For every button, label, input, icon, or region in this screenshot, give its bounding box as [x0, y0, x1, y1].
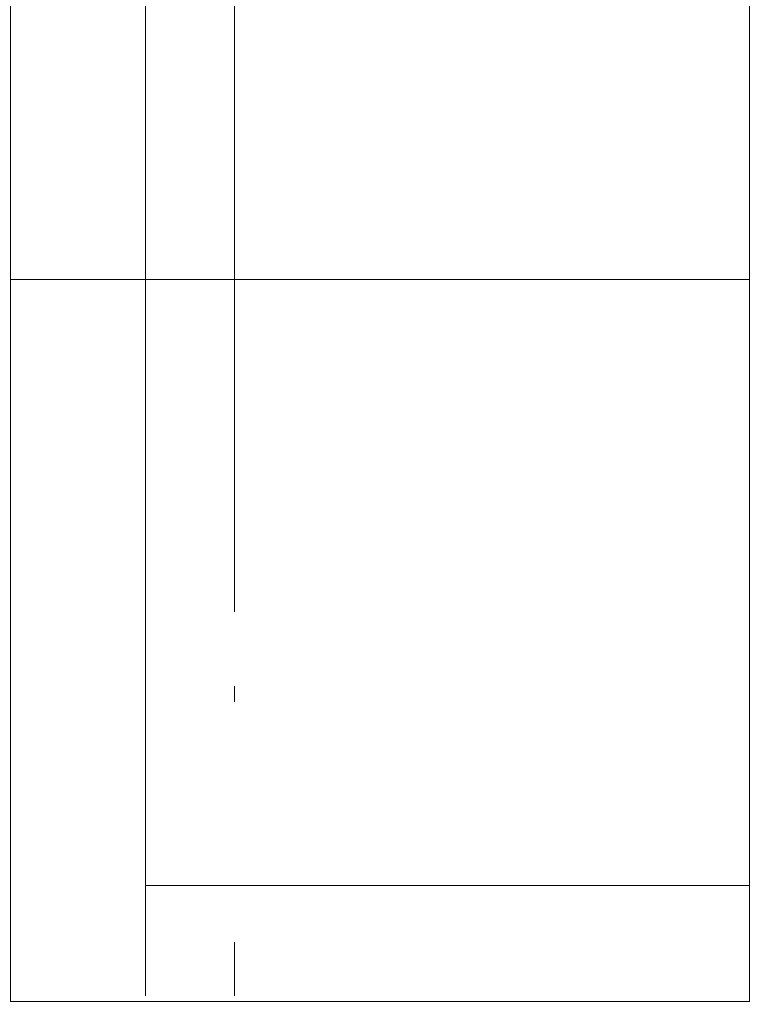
row-divider	[145, 885, 749, 886]
row-divider	[11, 279, 749, 280]
column-divider	[145, 6, 146, 996]
column-divider	[234, 6, 235, 612]
cau2-content	[243, 956, 743, 971]
answer-table	[10, 6, 750, 1002]
column-divider	[234, 942, 235, 996]
column-divider	[234, 686, 235, 702]
